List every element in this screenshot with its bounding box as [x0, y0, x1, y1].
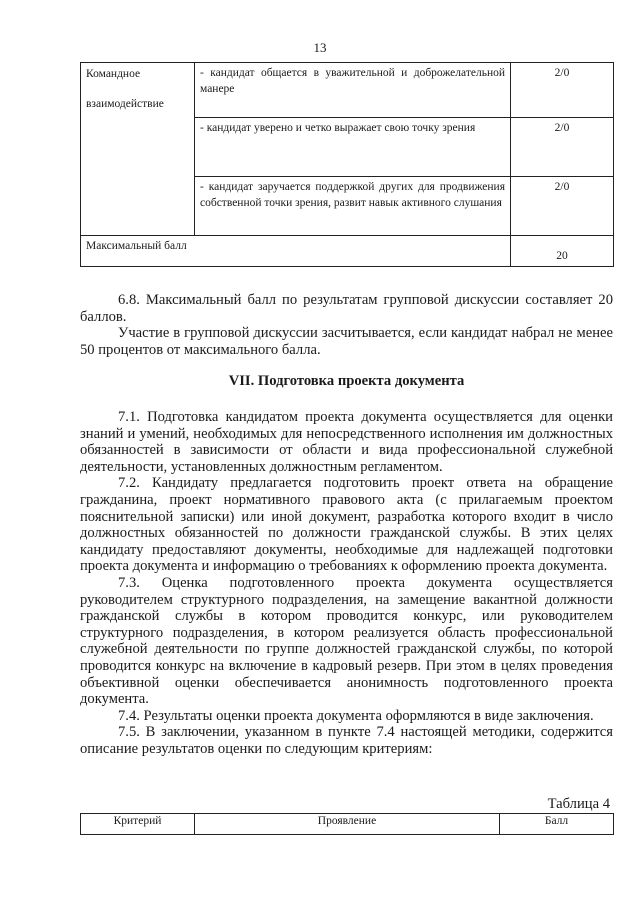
max-score-value: 20: [511, 236, 614, 267]
table-caption: Таблица 4: [547, 796, 610, 812]
section-heading: VII. Подготовка проекта документа: [228, 373, 465, 389]
criteria-table: [80, 62, 614, 267]
score-cell: 2/0: [511, 177, 614, 236]
paragraph-7-4: 7.4. Результаты оценки проекта документа оформляются в виде заключения.: [118, 707, 594, 724]
header-criterion: Критерий: [81, 814, 195, 835]
table-row: [81, 63, 614, 118]
section-body: [80, 409, 613, 757]
paragraph-7-3: 7.3. Оценка подготовленного проекта документа осуществляется руководителем структурного подразделения, на замещение вакантной должности гражданской службы в котором проводится конкурс, или руководителем структурного подразделения, в котором реализуется область профессиональной служебной деятельности по группе должностей гражданской службы, по которой проводится конкурс на включение в кадровый резерв. При этом в целях проведения объективной оценки обеспечивается анонимность подготовленного проекта документа.: [80, 574, 613, 708]
score-cell: 2/0: [511, 63, 614, 118]
paragraph-7-5: 7.5. В заключении, указанном в пункте 7.4 настоящей методики, содержится описание результатов оценки по следующим критериям:: [80, 724, 613, 757]
max-score-label: Максимальный балл: [81, 236, 511, 267]
paragraph-7-2: 7.2. Кандидату предлагается подготовить проект ответа на обращение гражданина, проект нормативного правового акта (с прилагаемым проектом пояснительной записки) или иной документ, разработка которого входит в число должностных обязанностей по должности гражданской службы. В этих целях кандидату предоставляют документы, необходимые для надлежащей подготовки проекта документа и информацию о требованиях к оформлению проекта документа.: [80, 475, 613, 575]
criterion-cell: [81, 63, 195, 236]
header-score: Балл: [500, 814, 614, 835]
paragraph-6-8: 6.8. Максимальный балл по результатам групповой дискуссии составляет 20 баллов.: [80, 292, 613, 325]
paragraph-participation: Участие в групповой дискуссии засчитывается, если кандидат набрал не менее 50 процентов от максимального балла.: [80, 325, 613, 358]
paragraphs-top: [80, 292, 613, 358]
page-number: 13: [313, 40, 327, 55]
table-header-row: [81, 814, 614, 835]
manifestation-cell: - кандидат общается в уважительной и доброжелательной манере: [195, 63, 511, 118]
manifestation-cell: - кандидат уверено и четко выражает свою точку зрения: [195, 118, 511, 177]
score-cell: 2/0: [511, 118, 614, 177]
table-row-max: [81, 236, 614, 267]
paragraph-7-1: 7.1. Подготовка кандидатом проекта документа осуществляется для оценки знаний и умений, необходимых для непосредственного исполнения им должностных обязанностей в зависимости от области и вида профессиональной служебной деятельности, установленных должностным регламентом.: [80, 409, 613, 475]
criterion-line-2: взаимодействие: [86, 98, 164, 110]
manifestation-cell: - кандидат заручается поддержкой других для продвижения собственной точки зрения, развит навык активного слушания: [195, 177, 511, 236]
criterion-line-1: Командное: [86, 68, 141, 80]
header-manifestation: Проявление: [195, 814, 500, 835]
table-4: [80, 813, 614, 835]
